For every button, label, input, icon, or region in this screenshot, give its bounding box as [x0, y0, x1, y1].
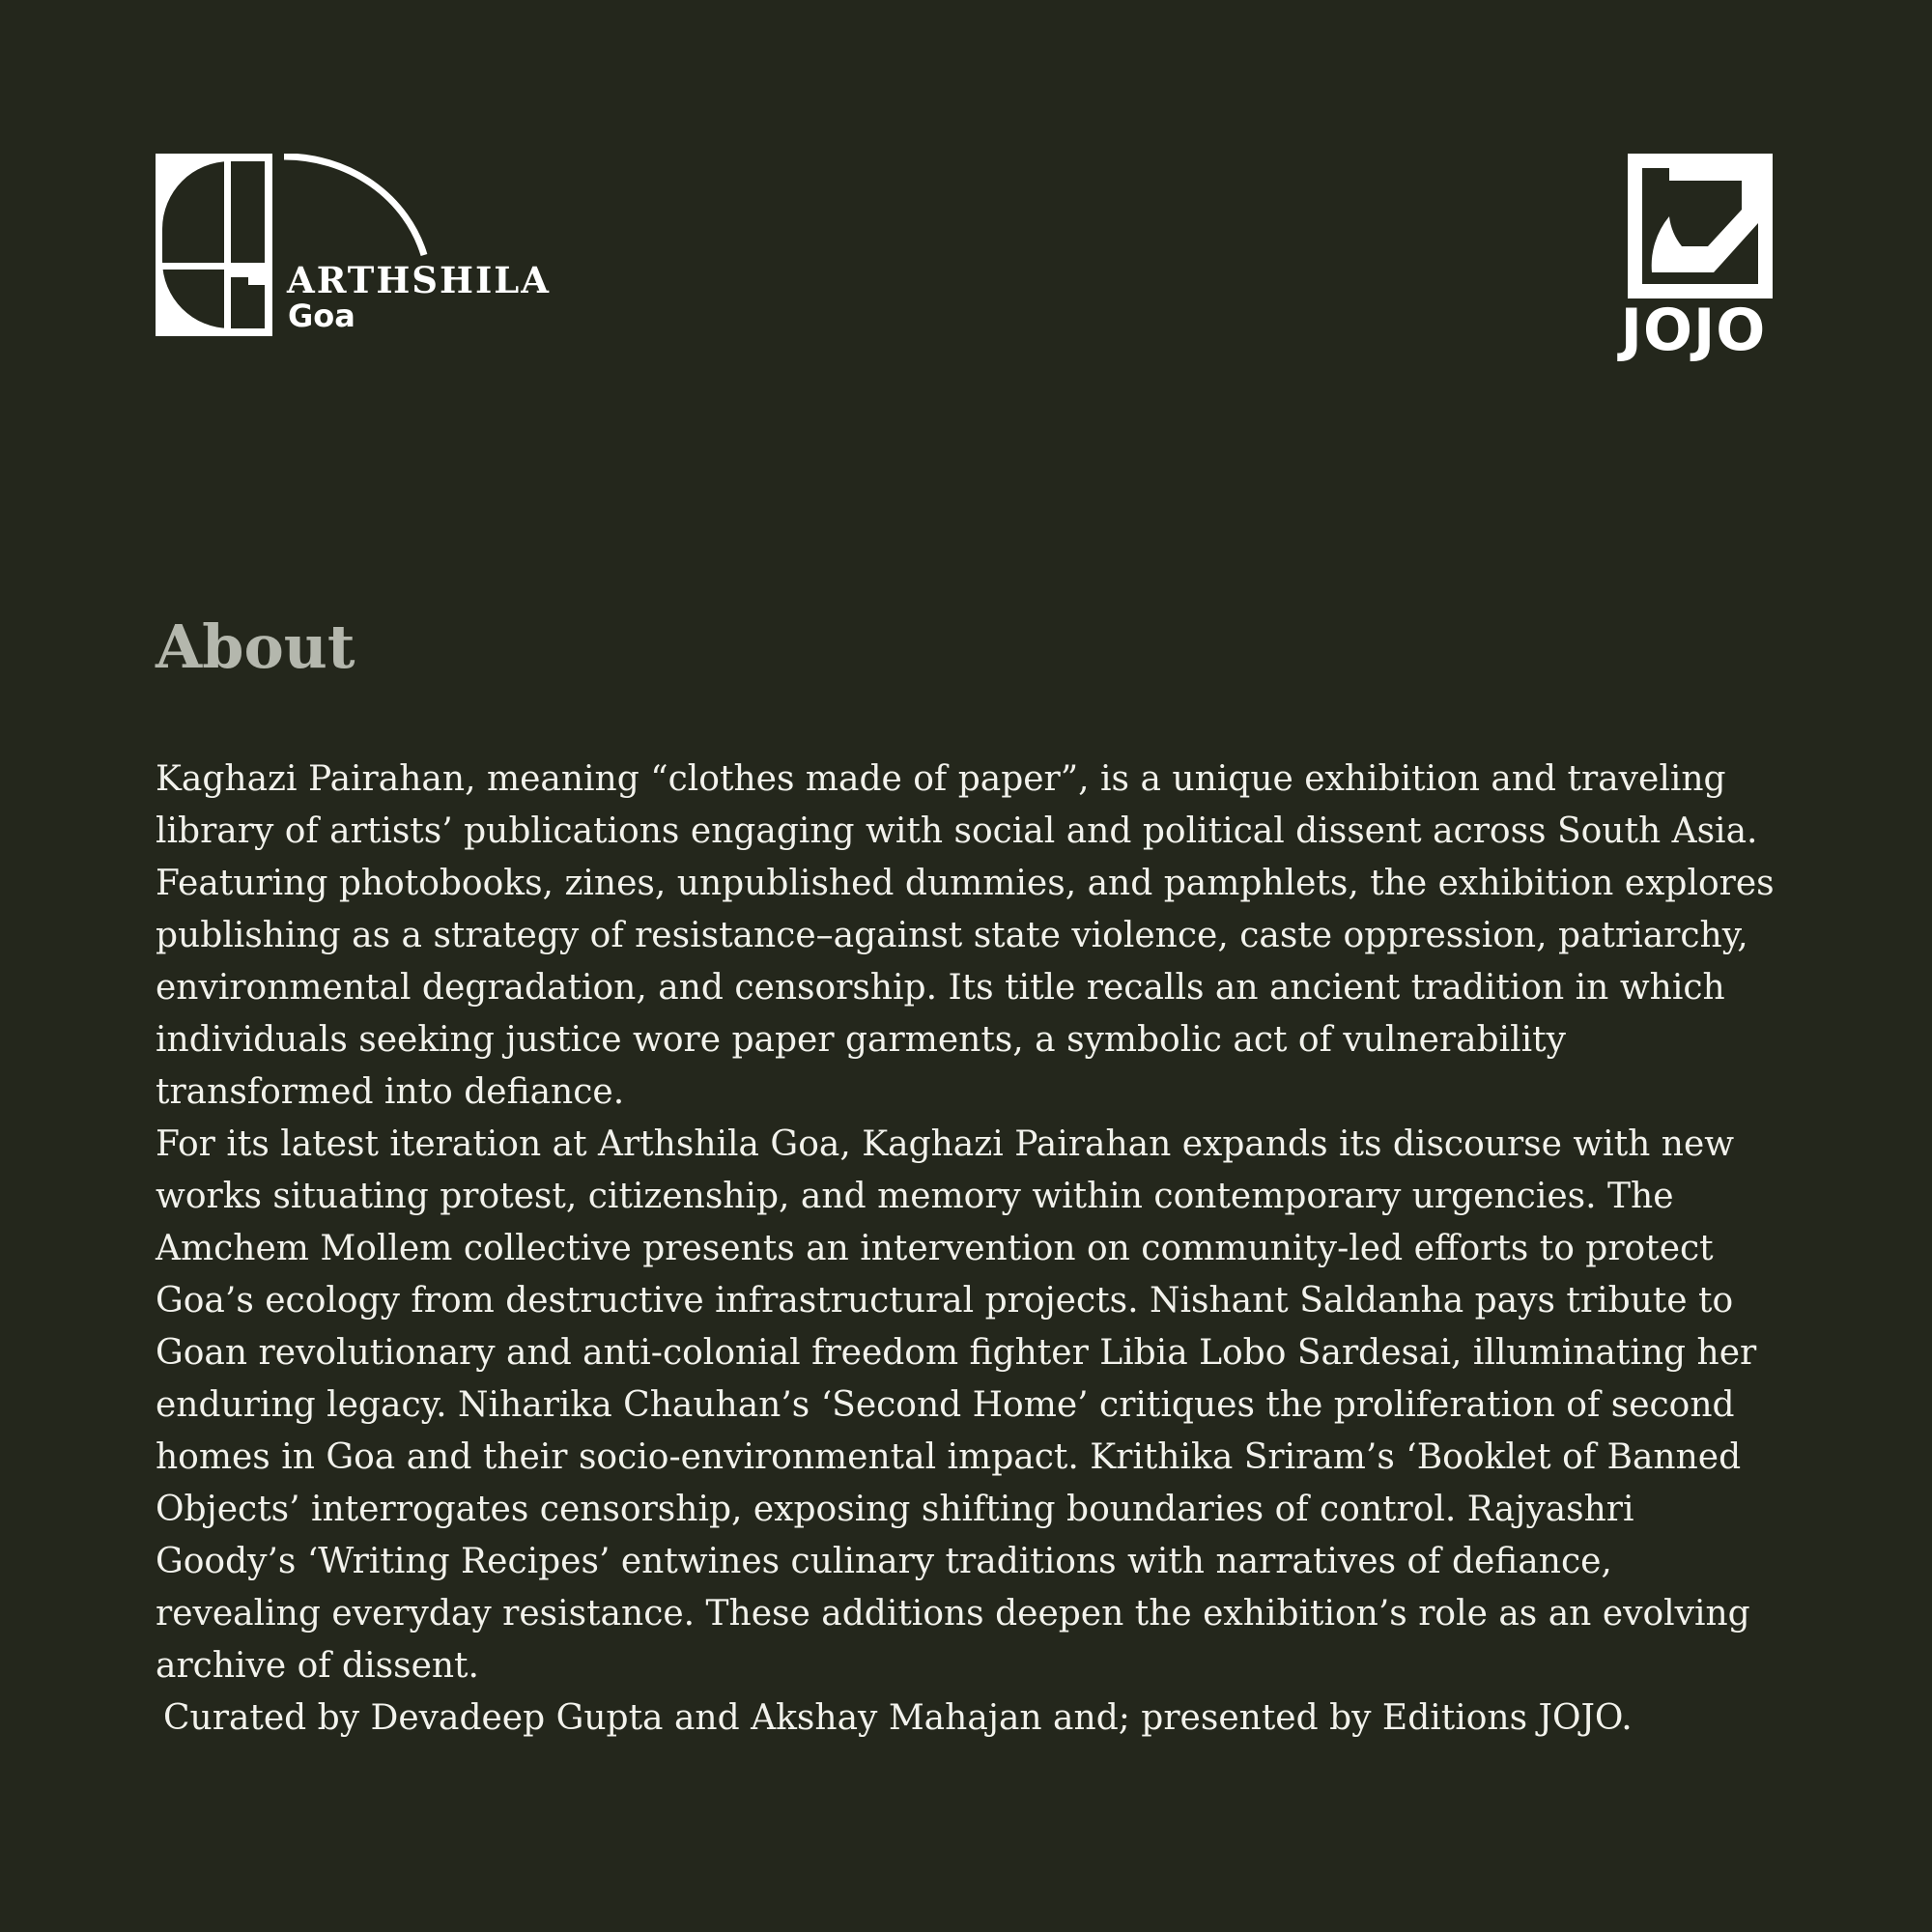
jojo-wordmark: JOJO [1620, 297, 1767, 364]
about-heading: About [156, 611, 355, 682]
jojo-logo-mark-icon [1628, 154, 1773, 298]
jojo-logo [1613, 154, 1774, 364]
about-body [156, 753, 1778, 1745]
about-credit-line: Curated by Devadeep Gupta and Akshay Mahajan and; presented by Editions JOJO. [163, 1698, 1633, 1738]
about-paragraph-iteration: For its latest iteration at Arthshila Goa, Kaghazi Pairahan expands its discourse with new works situating protest, citizenship, and memory within contemporary urgencies. The Amchem Mollem collective presents an intervention on community-led efforts to protect Goa’s ecology from destructive infrastructural projects. Nishant Saldanha pays tribute to Goan revolutionary and anti-colonial freedom fighter Libia Lobo Sardesai, illuminating her enduring legacy. Niharika Chauhan’s ‘Second Home’ critiques the proliferation of second homes in Goa and their socio-environmental impact. Krithika Sriram’s ‘Booklet of Banned Objects’ interrogates censorship, exposing shifting boundaries of control. Rajyashri Goody’s ‘Writing Recipes’ entwines culinary traditions with narratives of defiance, revealing everyday resistance. These additions deepen the exhibition’s role as an evolving archive of dissent. [156, 1124, 1757, 1686]
arthshila-location: Goa [288, 298, 355, 334]
about-paragraph-intro: Kaghazi Pairahan, meaning “clothes made of paper”, is a unique exhibition and traveling library of artists’ publications engaging with social and political dissent across South Asia. Featuring photobooks, zines, unpublished dummies, and pamphlets, the exhibition explores publishing as a strategy of resistance–against state violence, caste oppression, patriarchy, environmental degradation, and censorship. Its title recalls an ancient tradition in which individuals seeking justice wore paper garments, a symbolic act of vulnerability transformed into defiance. [156, 759, 1775, 1112]
arthshila-brand-name: ARTHSHILA [287, 259, 552, 301]
arthshila-logo [156, 154, 552, 337]
